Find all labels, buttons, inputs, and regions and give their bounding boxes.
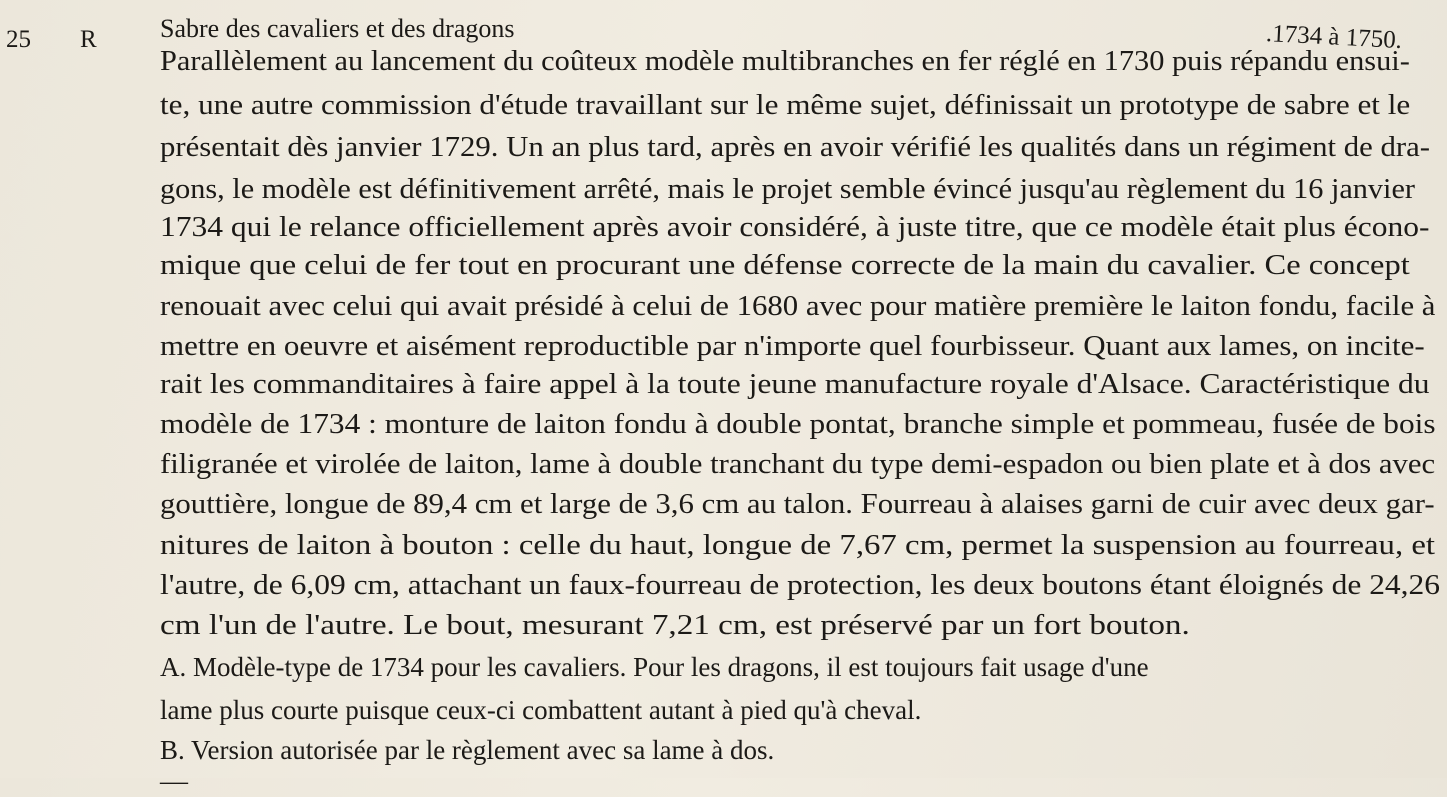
description-line: te, une autre commission d'étude travaillant sur le même sujet, définissait un prototype de sabre et le [160,90,1411,121]
description-line: gons, le modèle est définitivement arrêté, mais le projet semble évincé jusqu'au règlement du 16 janvier [160,174,1415,205]
entry-rarity: R [80,26,97,53]
description-line: mettre en oeuvre et aisément reproductible par n'importe quel fourbisseur. Quant aux lames, on incite- [160,331,1425,362]
description-line: modèle de 1734 : monture de laiton fondu à double pontat, branche simple et pommeau, fusée de bois [160,409,1436,440]
description-line: présentait dès janvier 1729. Un an plus tard, après en avoir vérifié les qualités dans un régiment de dra- [160,132,1431,163]
entry-title: Sabre des cavaliers et des dragons [160,14,515,43]
description-line: renouait avec celui qui avait présidé à celui de 1680 avec pour matière première le laiton fondu, facile à [160,291,1436,322]
description-line: gouttière, longue de 89,4 cm et large de 3,6 cm au talon. Fourreau à alaises garni de cuir avec deux gar- [160,489,1435,520]
description-line: filigranée et virolée de laiton, lame à double tranchant du type demi-espadon ou bien plate et à dos avec [160,449,1436,480]
description-line: rait les commanditaires à faire appel à la toute jeune manufacture royale d'Alsace. Caractéristique du [160,369,1430,400]
cutoff-text-fragment: — [160,766,188,797]
caption-b-line: B. Version autorisée par le règlement avec sa lame à dos. [160,735,775,765]
description-line: cm l'un de l'autre. Le bout, mesurant 7,21 cm, est préservé par un fort bouton. [160,610,1190,641]
description-line: mique que celui de fer tout en procurant une défense correcte de la main du cavalier. Ce concept [160,250,1410,281]
description-line: 1734 qui le relance officiellement après avoir considéré, à juste titre, que ce modèle était plus écono- [160,212,1430,243]
description-line: nitures de laiton à bouton : celle du haut, longue de 7,67 cm, permet la suspension au fourreau, et [160,530,1436,561]
caption-a-line: A. Modèle-type de 1734 pour les cavaliers. Pour les dragons, il est toujours fait usage d'une [160,652,1149,682]
caption-a-line: lame plus courte puisque ceux-ci combattent autant à pied qu'à cheval. [160,695,922,725]
description-line: Parallèlement au lancement du coûteux modèle multibranches en fer réglé en 1730 puis répandu ensui- [160,46,1410,77]
entry-number: 25 [6,26,31,53]
description-line: l'autre, de 6,09 cm, attachant un faux-fourreau de protection, les deux boutons étant éloignés de 24,26 [160,570,1441,601]
entry-dates: .1734 à 1750. [1265,20,1403,55]
